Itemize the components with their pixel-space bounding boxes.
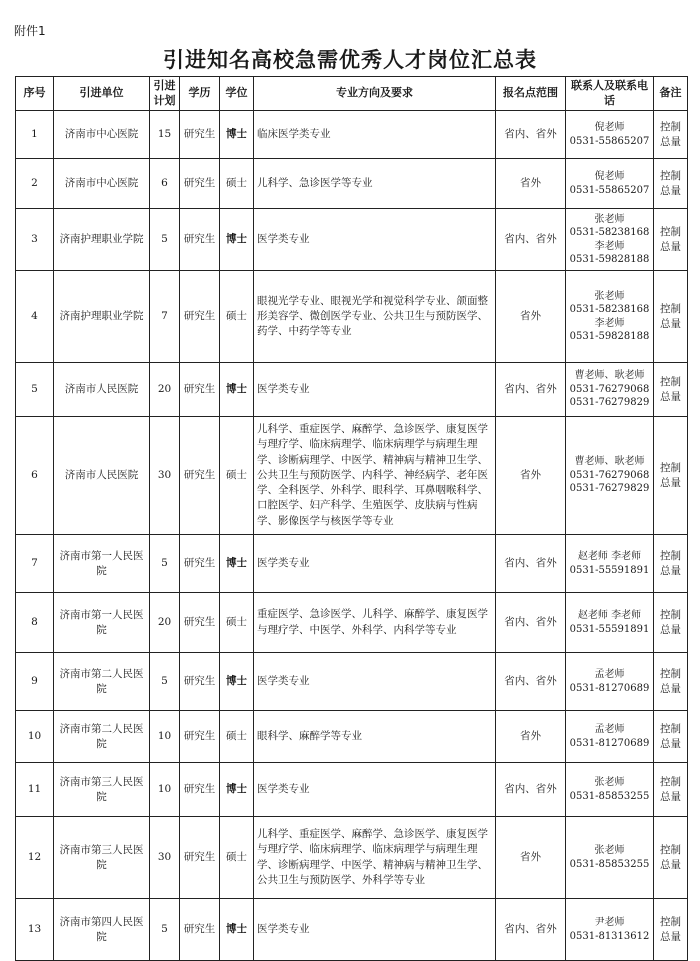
row-scope: 省外: [496, 817, 566, 899]
positions-table: [15, 76, 688, 961]
row-plan: 30: [150, 417, 180, 535]
row-plan: 7: [150, 271, 180, 363]
row-contact: [566, 763, 654, 817]
row-major: 眼视光学专业、眼视光学和视觉科学专业、颌面整形美容学、微创医学专业、公共卫生与预防医学、药学、中药学等专业: [254, 271, 496, 363]
row-scope: 省外: [496, 271, 566, 363]
row-major: 医学类专业: [254, 209, 496, 271]
row-edu: 研究生: [180, 271, 220, 363]
row-seq: 13: [16, 899, 54, 961]
page-title: 引进知名高校急需优秀人才岗位汇总表: [163, 47, 537, 72]
row-unit: 济南市中心医院: [54, 111, 150, 159]
row-seq: 9: [16, 653, 54, 711]
contact-line: 0531-85853255: [569, 790, 650, 802]
row-scope: 省内、省外: [496, 763, 566, 817]
row-edu: 研究生: [180, 711, 220, 763]
contact-line: 尹老师: [594, 917, 625, 928]
row-contact: [566, 363, 654, 417]
contact-line: 张老师: [594, 777, 625, 788]
row-plan: 15: [150, 111, 180, 159]
row-contact: [566, 417, 654, 535]
row-seq: 4: [16, 271, 54, 363]
row-seq: 3: [16, 209, 54, 271]
row-edu: 研究生: [180, 535, 220, 593]
row-contact: [566, 159, 654, 209]
row-scope: 省外: [496, 417, 566, 535]
table-row: [16, 271, 688, 363]
row-seq: 12: [16, 817, 54, 899]
row-major: 医学类专业: [254, 363, 496, 417]
header-note: 备注: [654, 77, 688, 111]
row-unit: 济南市人民医院: [54, 363, 150, 417]
row-edu: 研究生: [180, 417, 220, 535]
contact-line: 0531-59828188: [569, 254, 650, 265]
row-note: 控制总量: [654, 417, 688, 535]
row-major: 重症医学、急诊医学、儿科学、麻醉学、康复医学与理疗学、中医学、外科学、内科学等专业: [254, 593, 496, 653]
row-degree: 硕士: [220, 271, 254, 363]
row-seq: 6: [16, 417, 54, 535]
row-degree: 硕士: [220, 817, 254, 899]
header-plan: 引进计划: [150, 77, 180, 111]
contact-line: 倪老师: [594, 171, 625, 182]
row-scope: 省内、省外: [496, 653, 566, 711]
row-unit: 济南市第二人民医院: [54, 653, 150, 711]
row-degree: 硕士: [220, 593, 254, 653]
row-edu: 研究生: [180, 817, 220, 899]
contact-line: 0531-55591891: [569, 623, 650, 635]
row-scope: 省内、省外: [496, 209, 566, 271]
contact-line: 0531-58238168: [569, 227, 650, 238]
row-note: 控制总量: [654, 271, 688, 363]
row-edu: 研究生: [180, 159, 220, 209]
table-row: [16, 363, 688, 417]
row-major: 医学类专业: [254, 899, 496, 961]
row-edu: 研究生: [180, 111, 220, 159]
row-contact: [566, 593, 654, 653]
contact-line: 0531-76279068: [569, 469, 650, 481]
contact-line: 李老师: [594, 317, 625, 329]
row-note: 控制总量: [654, 111, 688, 159]
row-plan: 30: [150, 817, 180, 899]
contact-line: 0531-55865207: [569, 184, 650, 196]
row-note: 控制总量: [654, 711, 688, 763]
row-degree: 博士: [220, 209, 254, 271]
row-plan: 6: [150, 159, 180, 209]
table-row: [16, 593, 688, 653]
table-row: [16, 653, 688, 711]
row-note: 控制总量: [654, 593, 688, 653]
contact-line: 倪老师: [594, 122, 625, 133]
row-plan: 10: [150, 711, 180, 763]
row-scope: 省内、省外: [496, 111, 566, 159]
row-scope: 省内、省外: [496, 899, 566, 961]
row-note: 控制总量: [654, 817, 688, 899]
row-degree: 硕士: [220, 711, 254, 763]
row-unit: 济南市中心医院: [54, 159, 150, 209]
row-unit: 济南市第一人民医院: [54, 535, 150, 593]
row-seq: 1: [16, 111, 54, 159]
row-note: 控制总量: [654, 209, 688, 271]
contact-line: 赵老师 李老师: [577, 551, 642, 562]
contact-line: 孟老师: [594, 669, 625, 680]
row-seq: 8: [16, 593, 54, 653]
row-seq: 11: [16, 763, 54, 817]
row-major: 儿科学、重症医学、麻醉学、急诊医学、康复医学与理疗学、临床病理学、临床病理学与病理生理学、诊断病理学、中医学、精神病与精神卫生学、公共卫生与预防医学、内科学、神经病学、老年医学、全科医学、外科学、眼科学、耳鼻咽喉科学、口腔医学、妇产科学、生殖医学、皮肤病与性病学、影像医学与核医学等专业: [254, 417, 496, 535]
row-edu: 研究生: [180, 653, 220, 711]
row-degree: 博士: [220, 763, 254, 817]
row-plan: 5: [150, 899, 180, 961]
header-major: 专业方向及要求: [254, 77, 496, 111]
row-plan: 10: [150, 763, 180, 817]
row-contact: [566, 653, 654, 711]
row-degree: 博士: [220, 111, 254, 159]
row-degree: 硕士: [220, 159, 254, 209]
contact-line: 0531-76279829: [569, 483, 650, 495]
row-scope: 省内、省外: [496, 593, 566, 653]
header-degree: 学位: [220, 77, 254, 111]
contact-line: 孟老师: [594, 724, 625, 735]
header-row: [16, 77, 688, 111]
row-major: 临床医学类专业: [254, 111, 496, 159]
header-scope: 报名点范围: [496, 77, 566, 111]
row-unit: 济南市第四人民医院: [54, 899, 150, 961]
row-degree: 博士: [220, 899, 254, 961]
row-unit: 济南市第一人民医院: [54, 593, 150, 653]
row-edu: 研究生: [180, 363, 220, 417]
row-plan: 20: [150, 593, 180, 653]
row-seq: 2: [16, 159, 54, 209]
row-seq: 7: [16, 535, 54, 593]
row-edu: 研究生: [180, 209, 220, 271]
row-note: 控制总量: [654, 535, 688, 593]
contact-line: 0531-85853255: [569, 858, 650, 870]
table-row: [16, 111, 688, 159]
row-degree: 博士: [220, 535, 254, 593]
contact-line: 0531-81270689: [569, 682, 650, 694]
contact-line: 0531-81313612: [569, 930, 650, 942]
contact-line: 0531-59828188: [569, 331, 650, 342]
row-major: 医学类专业: [254, 535, 496, 593]
row-unit: 济南市第三人民医院: [54, 817, 150, 899]
row-seq: 10: [16, 711, 54, 763]
contact-line: 张老师: [594, 290, 625, 302]
table-row: [16, 535, 688, 593]
contact-line: 0531-55865207: [569, 135, 650, 147]
contact-line: 0531-55591891: [569, 564, 650, 576]
table-body: [16, 111, 688, 961]
row-contact: [566, 817, 654, 899]
row-scope: 省内、省外: [496, 535, 566, 593]
contact-line: 李老师: [594, 240, 625, 252]
contact-line: 0531-81270689: [569, 737, 650, 749]
row-contact: [566, 899, 654, 961]
header-contact: 联系人及联系电话: [566, 77, 654, 111]
row-edu: 研究生: [180, 763, 220, 817]
contact-line: 张老师: [594, 845, 625, 856]
row-scope: 省外: [496, 159, 566, 209]
row-major: 儿科学、重症医学、麻醉学、急诊医学、康复医学与理疗学、临床病理学、临床病理学与病理生理学、诊断病理学、中医学、精神病与精神卫生学、公共卫生与预防医学、外科学等专业: [254, 817, 496, 899]
contact-line: 曹老师、耿老师: [574, 456, 645, 468]
row-contact: [566, 111, 654, 159]
contact-line: 张老师: [594, 213, 625, 225]
table-row: [16, 711, 688, 763]
row-contact: [566, 209, 654, 271]
row-unit: 济南市第二人民医院: [54, 711, 150, 763]
table-row: [16, 209, 688, 271]
row-note: 控制总量: [654, 899, 688, 961]
row-plan: 20: [150, 363, 180, 417]
row-note: 控制总量: [654, 159, 688, 209]
row-scope: 省内、省外: [496, 363, 566, 417]
row-scope: 省外: [496, 711, 566, 763]
header-edu: 学历: [180, 77, 220, 111]
contact-line: 0531-76279068: [569, 383, 650, 395]
row-degree: 硕士: [220, 417, 254, 535]
contact-line: 赵老师 李老师: [577, 610, 642, 621]
row-seq: 5: [16, 363, 54, 417]
row-degree: 博士: [220, 363, 254, 417]
row-major: 医学类专业: [254, 653, 496, 711]
row-plan: 5: [150, 209, 180, 271]
row-plan: 5: [150, 653, 180, 711]
header-seq: 序号: [16, 77, 54, 111]
row-contact: [566, 535, 654, 593]
row-degree: 博士: [220, 653, 254, 711]
row-note: 控制总量: [654, 363, 688, 417]
contact-line: 0531-76279829: [569, 397, 650, 409]
table-row: [16, 763, 688, 817]
contact-line: 0531-58238168: [569, 304, 650, 315]
row-edu: 研究生: [180, 899, 220, 961]
table-row: [16, 817, 688, 899]
table-row: [16, 159, 688, 209]
row-plan: 5: [150, 535, 180, 593]
row-major: 眼科学、麻醉学等专业: [254, 711, 496, 763]
row-unit: 济南护理职业学院: [54, 271, 150, 363]
row-note: 控制总量: [654, 653, 688, 711]
row-note: 控制总量: [654, 763, 688, 817]
header-unit: 引进单位: [54, 77, 150, 111]
row-major: 医学类专业: [254, 763, 496, 817]
attachment-label: 附件1: [14, 24, 46, 38]
row-edu: 研究生: [180, 593, 220, 653]
row-contact: [566, 271, 654, 363]
row-unit: 济南市人民医院: [54, 417, 150, 535]
table-row: [16, 899, 688, 961]
contact-line: 曹老师、耿老师: [574, 370, 645, 382]
row-unit: 济南护理职业学院: [54, 209, 150, 271]
table-row: [16, 417, 688, 535]
row-major: 儿科学、急诊医学等专业: [254, 159, 496, 209]
row-unit: 济南市第三人民医院: [54, 763, 150, 817]
row-contact: [566, 711, 654, 763]
